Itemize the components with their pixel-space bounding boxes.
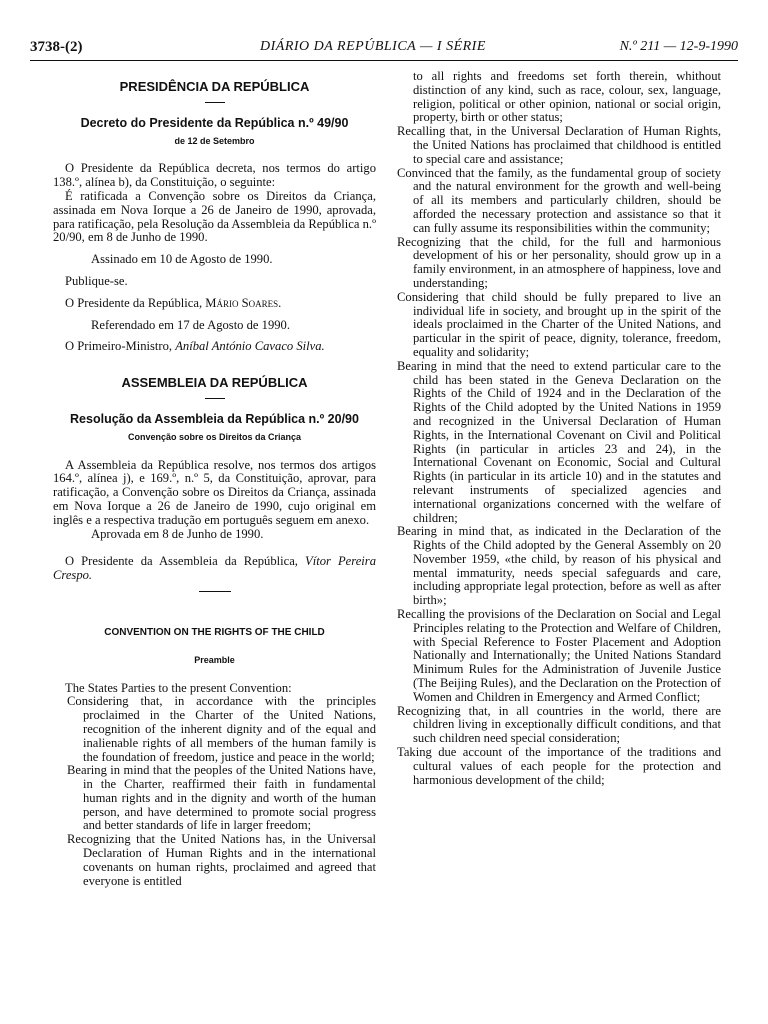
resolution-approved: Aprovada em 8 de Junho de 1990. [91,526,264,541]
resolution-body: A Assembleia da República resolve, nos termos dos artigos 164.º, alínea j), e 169.º, n.º 5, da Constituição, aprovar, para ratificação, a Convenção sobre os Direitos da Criança, assinada em Nova Iorque a 26 de Janeiro de 1990, cujo original em inglês e a respectiva tradução em português seguem em anexo. [53,457,376,527]
decree-publish: Publique-se. [65,273,128,288]
assembleia-president-name: Vítor Pereira Crespo. [53,554,376,583]
divider [205,102,225,103]
convention-intro: The States Parties to the present Convention: [65,680,292,695]
president-name: Mário Soares [205,295,279,310]
resolution-subtitle: Convenção sobre os Direitos da Criança [127,431,302,442]
convention-title: CONVENTION ON THE RIGHTS OF THE CHILD [104,626,325,638]
decree-signed: Assinado em 10 de Agosto de 1990. [91,252,273,267]
issue-number: N.º 211 — 12-9-1990 [619,39,738,54]
decree-title: Decreto do Presidente da República n.º 49/90 [80,115,349,130]
resolution-title: Resolução da Assembleia da República n.º 20/90 [70,411,359,426]
clause: Considering that, in accordance with the principles proclaimed in the Charter of the United Nations, recognition of the inherent dignity and of the equal and inalienable rights of all members of the human family is the foundation of freedom, justice and peace in the world; [67,694,376,764]
clause: Bearing in mind that the need to extend particular care to the child has been stated in the Geneva Declaration on the Rights of the Child of 1924 and in the Declaration of the Rights of the Child adopted by the United Nations in 1959 and recognized in the Universal Declaration of Human Rights, in the International Covenant on Civil and Political Rights (in particular in articles 23 and 24), in the International Covenant on Economic, Social and Cultural Rights (in particular in its article 10) and in the statutes and relevant instruments of specialized agencies and international organizations concerned with the welfare of children; [397,358,721,525]
clause: Recalling that, in the Universal Declaration of Human Rights, the United Nations has proclaimed that childhood is entitled to special care and assistance; [397,124,721,166]
assembleia-president-prefix: O Presidente da Assembleia da República, [65,554,306,569]
decree-body: O Presidente da República decreta, nos termos do artigo 138.º, alínea b), da Constituição, o seguinte: [53,161,376,190]
clause: Recognizing that the child, for the full and harmonious development of his or her personality, should grow up in a family environment, in an atmosphere of happiness, love and understanding; [397,234,721,290]
divider [205,398,225,399]
header-rule [30,60,738,61]
right-column [397,70,721,787]
decree-referendado: Referendado em 17 de Agosto de 1990. [91,317,291,332]
clause: Recognizing that the United Nations has, in the Universal Declaration of Human Rights and in the international covenants on human rights, proclaimed and agreed that everyone is entitled [67,832,376,888]
decree-date: de 12 de Setembro [174,135,255,146]
president-line: O Presidente da República, Mário Soares. [65,295,282,310]
page-number: 3738-(2) [30,39,83,55]
pm-name: Aníbal António Cavaco Silva. [175,339,325,354]
preamble-heading: Preamble [194,654,235,665]
clause: Considering that child should be fully prepared to live an individual life in society, and brought up in the spirit of the ideals proclaimed in the Charter of the United Nations, and particular in the spirit of peace, dignity, tolerance, freedom, equality and solidarity; [397,289,721,359]
clause: Recalling the provisions of the Declaration on Social and Legal Principles relating to the Protection and Welfare of Children, with Special Reference to Foster Placement and Adoption Nationally and Internationally; the United Nations Standard Minimum Rules for the Administration of Juvenile Justice (The Beijing Rules), and the Declaration on the Protection of Women and Children in Emergency and Armed Conflict; [397,607,721,704]
president-prefix: O Presidente da República, [65,295,206,310]
clause: Bearing in mind that, as indicated in the Declaration of the Rights of the Child adopted by the General Assembly on 20 November 1959, «the child, by reason of his physical and mental immaturity, needs special safeguards and care, including appropriate legal protection, before as well as after birth»; [397,524,721,608]
section-title-presidencia: PRESIDÊNCIA DA REPÚBLICA [119,79,310,94]
divider [199,591,231,592]
clause: Bearing in mind that the peoples of the United Nations have, in the Charter, reaffirmed their faith in fundamental human rights and in the dignity and worth of the human person, and have determined to promote social progress and better standards of life in larger freedom; [67,763,376,833]
clause: Recognizing that, in all countries in the world, there are children living in exceptionally difficult conditions, and that such children need special consideration; [397,703,721,746]
decree-body-2: É ratificada a Convenção sobre os Direitos da Criança, assinada em Nova Iorque a 26 de Janeiro de 1990, aprovada, para ratificação, pela Resolução da Assembleia da República n.º 20/90, em 8 de Junho de 1990. [53,188,376,245]
section-title-assembleia: ASSEMBLEIA DA REPÚBLICA [121,375,308,391]
assembleia-president-line [53,555,376,583]
clause-continuation: to all rights and freedoms set forth therein, whithout distinction of any kind, such as race, colour, sex, language, religion, political or other opinion, national or social origin, property, birth or other status; [413,69,721,125]
clause: Taking due account of the importance of the traditions and cultural values of each people for the protection and harmonious development of the child; [397,745,721,787]
clause: Convinced that the family, as the fundamental group of society and the natural environment for the growth and well-being of all its members and particularly children, should be afforded the necessary protection and assistance so that it can fully assume its responsibilities within the community; [397,165,721,235]
pm-prefix: O Primeiro-Ministro, [65,339,176,354]
left-column [53,70,376,888]
journal-title: DIÁRIO DA REPÚBLICA — I SÉRIE [260,39,486,54]
pm-line [53,340,376,354]
